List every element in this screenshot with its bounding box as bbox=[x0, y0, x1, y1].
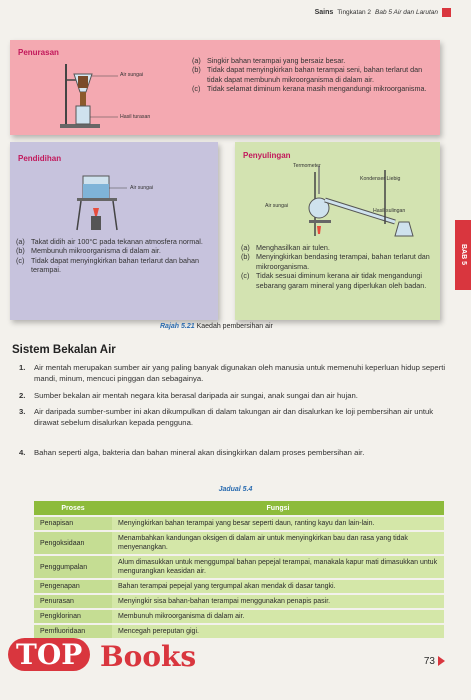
boiling-points bbox=[16, 237, 212, 275]
condenser-label: Kondenser Liebig bbox=[360, 176, 401, 182]
list-item: (c) Tidak dapat menyingkirkan bahan terlarut dan bahan terampai. bbox=[16, 255, 199, 275]
list-item: (c) Tidak sesuai diminum kerana air tidak mengandungi sebarang garam mineral yang diperlukan oleh badan. bbox=[241, 271, 427, 290]
arrow-right-icon bbox=[438, 656, 445, 666]
filtration-points bbox=[192, 56, 430, 94]
filtration-water-label: Air sungai bbox=[120, 72, 144, 78]
filtration-card bbox=[10, 40, 440, 135]
boiling-water-label: Air sungai bbox=[130, 185, 154, 191]
table-header: Fungsi bbox=[112, 501, 444, 515]
boiling-card bbox=[10, 142, 218, 320]
distillate-label: Hasil sulingan bbox=[373, 208, 406, 214]
section-title: Sistem Bekalan Air bbox=[12, 344, 116, 356]
header-marker-icon bbox=[442, 8, 451, 17]
filtration-filtrate-label: Hasil turasan bbox=[120, 114, 151, 120]
list-item: (a) Menghasilkan air tulen. bbox=[241, 243, 330, 252]
list-item: (b) Membunuh mikroorganisma di dalam air. bbox=[16, 246, 161, 256]
list-item: (b) Tidak dapat menyingkirkan bahan terampai seni, bahan terlarut dan tidak dapat membunuh mikroorganisma di dalam air. bbox=[192, 65, 423, 84]
table-header: Proses bbox=[34, 501, 112, 515]
page-number: 73 bbox=[424, 656, 445, 667]
list-item: (c) Tidak selamat diminum kerana masih mengandungi mikroorganisma. bbox=[192, 84, 427, 94]
table-row: Penurasan Menyingkir sisa bahan-bahan terampai menggunakan penapis pasir. bbox=[34, 595, 444, 608]
chapter-side-tab: BAB 5 bbox=[455, 220, 471, 290]
filtration-apparatus-icon bbox=[60, 62, 170, 132]
paragraph-item: 4. Bahan seperti alga, bakteria dan bahan mineral akan disingkirkan dalam proses pembersihan air. bbox=[19, 448, 365, 457]
paragraph-item: 1. Air mentah merupakan sumber air yang paling banyak digunakan oleh manusia untuk memenuhi keperluan hidup seperti mandi, minum, mencuci pinggan dan sebagainya. bbox=[19, 363, 446, 383]
distillation-card bbox=[235, 142, 440, 320]
paragraph-item: 3. Air daripada sumber-sumber ini akan dikumpulkan di dalam takungan air dan disalurkan ke loji pembersihan air untuk dirawat sebelum disalurkan kepada pengguna. bbox=[19, 407, 434, 427]
thermometer-label: Termometer bbox=[293, 163, 321, 169]
header-subject: Sains bbox=[314, 9, 334, 16]
table-row: Pemfluoridaan Mencegah pereputan gigi. bbox=[34, 625, 444, 638]
boiling-apparatus-icon bbox=[75, 172, 155, 232]
process-table bbox=[34, 499, 444, 640]
figure-number: Rajah 5.21 bbox=[160, 323, 195, 330]
table-caption: Jadual 5.4 bbox=[218, 486, 253, 493]
table-row: Pengoksidaan Menambahkan kandungan oksigen di dalam air untuk menyingkirkan bau dan rasa yang tidak menyenangkan. bbox=[34, 532, 444, 554]
distillation-title: Penyulingan bbox=[243, 151, 291, 160]
header-chapter: Bab 5 Air dan Larutan bbox=[375, 9, 438, 16]
distillation-points bbox=[241, 243, 436, 290]
paragraph-item: 2. Sumber bekalan air mentah negara kita berasal daripada air sungai, anak sungai dan air hujan. bbox=[19, 391, 358, 400]
table-row: Pengklorinan Membunuh mikroorganisma di dalam air. bbox=[34, 610, 444, 623]
table-row: Pengenapan Bahan terampai pepejal yang tergumpal akan mendak di dasar tangki. bbox=[34, 580, 444, 593]
distillation-water-label: Air sungai bbox=[265, 203, 289, 209]
boiling-title: Pendidihan bbox=[18, 154, 62, 163]
list-item: (b) Menyingkirkan bendasing terampai, bahan terlarut dan mikroorganisma. bbox=[241, 252, 430, 271]
figure-caption bbox=[160, 323, 273, 330]
watermark-books: Books bbox=[100, 640, 197, 673]
table-header-row bbox=[34, 501, 444, 515]
header-form: Tingkatan 2 bbox=[337, 9, 371, 16]
page-header bbox=[315, 8, 451, 17]
list-item: (a) Singkir bahan terampai yang bersaiz besar. bbox=[192, 56, 346, 65]
table-row: Penggumpalan Alum dimasukkan untuk menggumpal bahan pepejal terampai, manakala kapur mati dimasukkan untuk mengurangkan keasidan air. bbox=[34, 556, 444, 578]
watermark-logo bbox=[8, 636, 197, 680]
table-row: Penapisan Menyingkirkan bahan terampai yang besar seperti daun, ranting kayu dan lain-lain. bbox=[34, 517, 444, 530]
watermark-top: TOP bbox=[8, 638, 90, 671]
list-item: (a) Takat didih air 100°C pada tekanan atmosfera normal. bbox=[16, 237, 203, 246]
figure-caption-text: Kaedah pembersihan air bbox=[196, 323, 273, 330]
filtration-title: Penurasan bbox=[18, 48, 59, 57]
